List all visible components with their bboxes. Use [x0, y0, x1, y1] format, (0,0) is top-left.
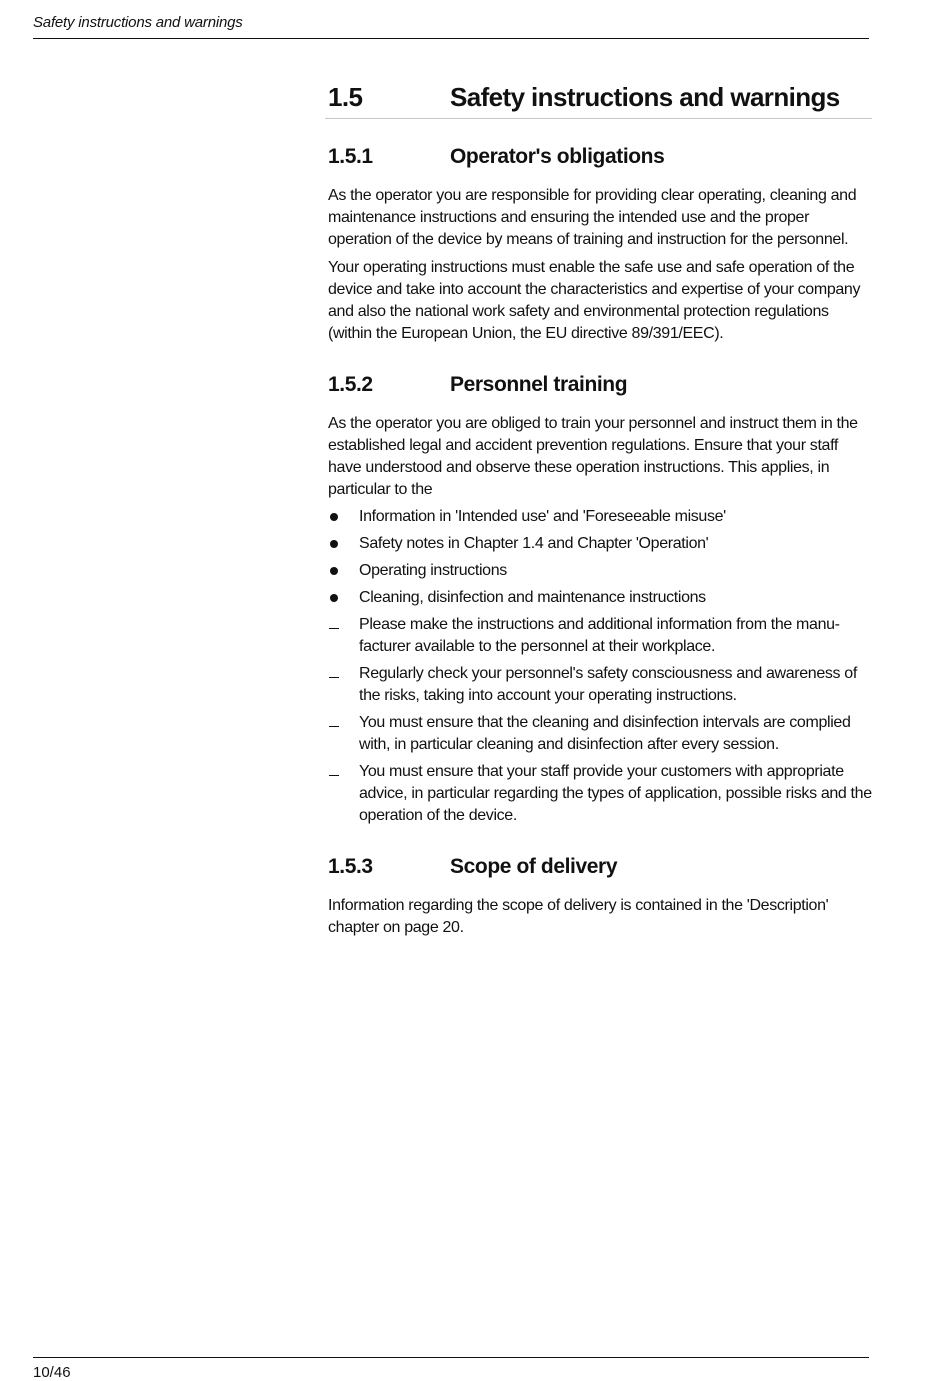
dash-item: [328, 614, 872, 658]
dash-text: Please make the instructions and additional information from the manu- facturer available to the personnel at their workplace.: [359, 616, 840, 655]
page-content: [328, 82, 872, 939]
subsection-title: Personnel training: [450, 373, 628, 396]
dash-icon: [328, 761, 359, 827]
paragraph: Information regarding the scope of delivery is contained in the 'Description' chapter on page 20.: [328, 897, 829, 936]
header-divider: [33, 38, 869, 39]
dash-text: Regularly check your personnel's safety consciousness and awareness of the risks, taking into account your operating instructions.: [359, 665, 857, 704]
subsection-number: 1.5.2: [328, 373, 373, 396]
dash-icon: [328, 663, 359, 707]
bullet-item: [328, 533, 872, 555]
subsection-number: 1.5.3: [328, 855, 373, 878]
paragraph: As the operator you are responsible for providing clear operating, cleaning and maintenance instructions and ensuring the intended use and the proper operation of the device by means of training and instruction for the personnel.: [328, 187, 857, 248]
subsection-number: 1.5.1: [328, 145, 373, 168]
dash-icon: [328, 712, 359, 756]
footer-divider: [33, 1357, 869, 1358]
dash-text: You must ensure that the cleaning and disinfection intervals are complied with, in particular cleaning and disinfection after every session.: [359, 714, 851, 753]
subsection-title: Scope of delivery: [450, 855, 618, 878]
bullet-icon: [328, 587, 359, 609]
page-number: 10/46: [33, 1364, 71, 1381]
section-title: Safety instructions and warnings: [450, 82, 840, 112]
running-header: Safety instructions and warnings: [33, 14, 243, 31]
paragraph: As the operator you are obliged to train your personnel and instruct them in the established legal and accident prevention regulations. Ensure that your staff have understood and observe these operation instructions. This applies, in particular to the: [328, 415, 858, 498]
subsection-title: Operator's obligations: [450, 145, 665, 168]
section-number: 1.5: [328, 82, 363, 112]
bullet-item: [328, 506, 872, 528]
bullet-item: [328, 587, 872, 609]
bullet-item: [328, 560, 872, 582]
training-list: [328, 506, 872, 827]
dash-item: [328, 761, 872, 827]
bullet-text: Operating instructions: [359, 562, 507, 579]
bullet-icon: [328, 560, 359, 582]
dash-icon: [328, 614, 359, 658]
dash-item: [328, 712, 872, 756]
bullet-text: Information in 'Intended use' and 'Foreseeable misuse': [359, 508, 726, 525]
paragraph: Your operating instructions must enable the safe use and safe operation of the device and take into account the characteristics and expertise of your company and also the national work safety and environmental protection regulations (within the European Union, the EU directive 89/391/EEC).: [328, 259, 861, 342]
bullet-text: Cleaning, disinfection and maintenance instructions: [359, 589, 706, 606]
bullet-icon: [328, 506, 359, 528]
section-heading: [325, 82, 872, 119]
bullet-icon: [328, 533, 359, 555]
bullet-text: Safety notes in Chapter 1.4 and Chapter 'Operation': [359, 535, 709, 552]
subsection-heading-personnel-training: [328, 373, 872, 397]
dash-item: [328, 663, 872, 707]
subsection-heading-operator-obligations: [328, 145, 872, 169]
subsection-heading-scope-of-delivery: [328, 855, 872, 879]
dash-text: You must ensure that your staff provide your customers with appropriate advice, in particular regarding the types of application, possible risks and the operation of the device.: [359, 763, 872, 824]
